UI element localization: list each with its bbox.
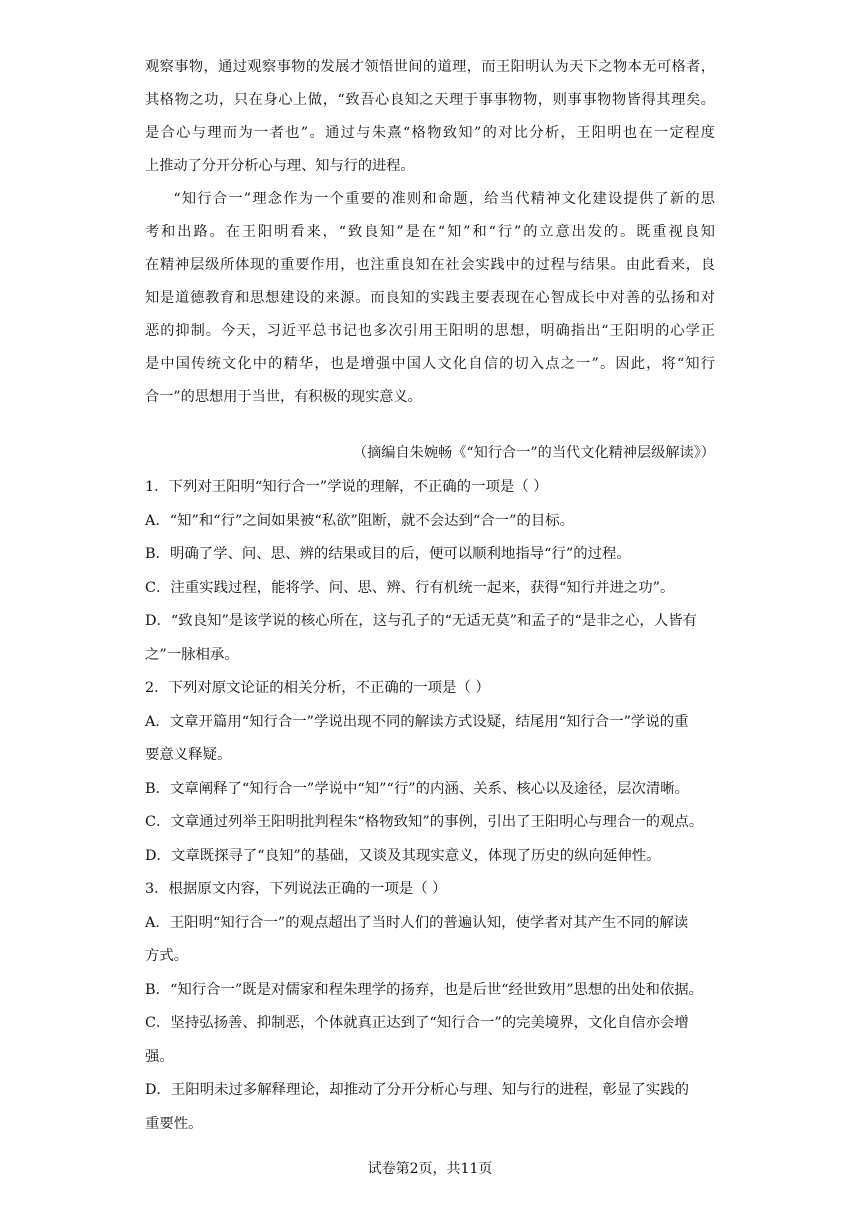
option-3a[interactable]: A．王阳明“知行合一”的观点超出了当时人们的普遍认知，使学者对其产生不同的解读 [145, 914, 689, 931]
option-1d[interactable]: D．“致良知”是该学说的核心所在，这与孔子的“无适无莫”和孟子的“是非之心，人皆有 [145, 613, 697, 629]
passage-line: 观察事物，通过观察事物的发展才领悟世间的道理，而王阳明认为天下之物本无可格者， [145, 59, 715, 75]
passage-line: 是合心与理而为一者也”。通过与朱熹“格物致知”的对比分析，王阳明也在一定程度 [145, 125, 715, 141]
passage-source: （摘编自朱婉畅《“知行合一”的当代文化精神层级解读》） [352, 445, 715, 461]
question-stem-2: 2．下列对原文论证的相关分析，不正确的一项是（ ） [145, 680, 490, 696]
option-3d[interactable]: D．王阳明未过多解释理论，却推动了分开分析心与理、知与行的进程，彰显了实践的 [145, 1082, 689, 1098]
passage-paragraph-2 [145, 183, 715, 414]
option-1d-cont[interactable]: 之”一脉相承。 [145, 646, 239, 663]
option-2c[interactable]: C．文章通过列举王阳明批判程朱“格物致知”的事例，引出了王阳明心与理合一的观点。 [145, 814, 704, 830]
passage-line: 知是道德教育和思想建设的来源。而良知的实践主要表现在心智成长中对善的弘扬和对 [145, 290, 715, 306]
option-1c[interactable]: C．注重实践过程，能将学、问、思、辨、行有机统一起来，获得“知行并进之功”。 [145, 579, 675, 596]
question-stem-1: 1．下列对王阳明“知行合一”学说的理解，不正确的一项是（ ） [145, 479, 548, 495]
option-3a-cont[interactable]: 方式。 [145, 948, 189, 964]
passage-paragraph-1 [145, 51, 715, 183]
option-3c-cont[interactable]: 强。 [145, 1048, 174, 1065]
question-list [145, 471, 715, 1141]
passage-line: 在精神层级所体现的重要作用，也注重良知在社会实践中的过程与结果。由此看来，良 [145, 257, 715, 273]
passage-line: 合一”的思想用于当世，有积极的现实意义。 [145, 389, 422, 405]
option-2d[interactable]: D．文章既探寻了“良知”的基础，又谈及其现实意义，体现了历史的纵向延伸性。 [145, 847, 661, 864]
passage-line: 考和出路。在王阳明看来，“致良知”是在“知”和“行”的立意出发的。既重视良知 [145, 224, 715, 240]
option-3d-cont[interactable]: 重要性。 [145, 1115, 203, 1132]
option-3b[interactable]: B．“知行合一”既是对儒家和程朱理学的扬弃，也是后世“经世致用”思想的出处和依据。 [145, 981, 704, 998]
passage-line: 恶的抑制。今天，习近平总书记也多次引用王阳明的思想，明确指出“王阳明的心学正 [145, 323, 715, 339]
option-1b[interactable]: B．明确了学、问、思、辨的结果或目的后，便可以顺利地指导“行”的过程。 [145, 546, 631, 562]
passage-line: “知行合一”理念作为一个重要的准则和命题，给当代精神文化建设提供了新的思 [173, 191, 715, 207]
option-2b[interactable]: B．文章阐释了“知行合一”学说中“知”“行”的内涵、关系、核心以及途径，层次清晰。 [145, 780, 690, 797]
option-3c[interactable]: C．坚持弘扬善、抑制恶，个体就真正达到了“知行合一”的完美境界，文化自信亦会增 [145, 1015, 689, 1031]
passage-line: 上推动了分开分析心与理、知与行的进程。 [145, 158, 415, 174]
question-stem-3: 3．根据原文内容，下列说法正确的一项是（ ） [145, 881, 447, 897]
passage-line: 是中国传统文化中的精华，也是增强中国人文化自信的切入点之一”。因此，将“知行 [145, 356, 715, 372]
option-1a[interactable]: A．“知”和“行”之间如果被“私欲”阻断，就不会达到“合一”的目标。 [145, 512, 575, 529]
page-footer: 试卷第2页，共11页 [367, 1161, 493, 1177]
passage-line: 其格物之功，只在身心上做，“致吾心良知之天理于事事物物，则事事物物皆得其理矣。 [145, 92, 715, 108]
option-2a-cont[interactable]: 要意义释疑。 [145, 747, 232, 763]
option-2a[interactable]: A．文章开篇用“知行合一”学说出现不同的解读方式设疑，结尾用“知行合一”学说的重 [145, 713, 689, 730]
